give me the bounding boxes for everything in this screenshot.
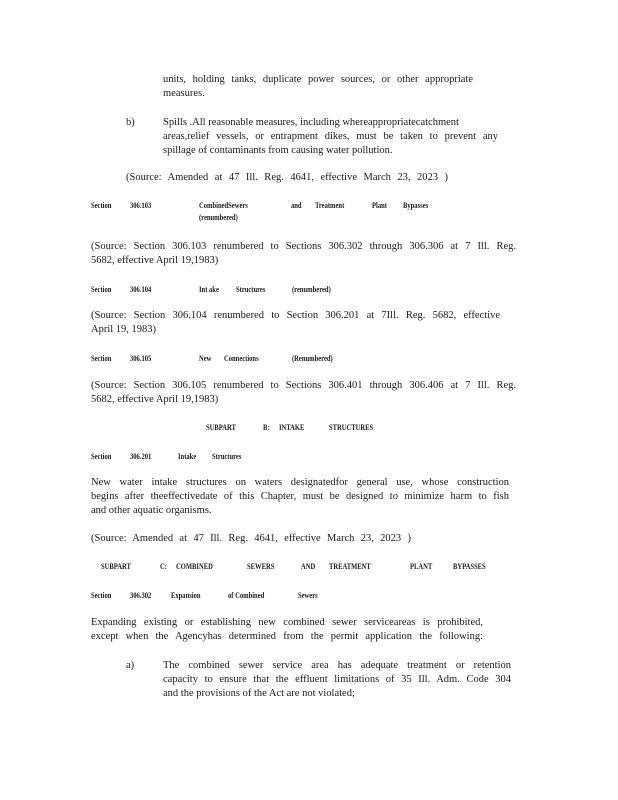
subpart-title: PLANT <box>410 562 433 571</box>
item-b-label: b) <box>126 117 135 128</box>
item-a-text <box>163 659 511 701</box>
section-title: Plant <box>372 201 387 210</box>
subpart-title: BYPASSES <box>453 562 486 571</box>
subpart-heading: SUBPART <box>206 423 236 432</box>
section-title: Treatment <box>315 201 345 210</box>
text-line: capacity to ensure that the effluent limitations of 35 Ill. Adm. Code 304 <box>163 674 511 685</box>
text-line: units, holding tanks, duplicate power sources, or other appropriate <box>163 74 473 85</box>
section-title: Expansion <box>171 591 201 600</box>
section-body: Expanding existing or establishing new combined sewer serviceareas is prohibited, except when the Agencyhas determined from the permit application the following: <box>91 617 483 642</box>
section-title: Intake <box>178 452 197 461</box>
subpart-heading: SUBPART <box>101 562 131 571</box>
subpart-title: AND <box>301 562 316 571</box>
text-line: areas,relief vessels, or entrapment dikes, must be taken to prevent any <box>163 131 498 142</box>
text-line: The combined sewer service area has adequate treatment or retention <box>163 660 511 671</box>
section-title: and <box>291 201 302 210</box>
section-title: New <box>199 354 212 363</box>
section-title: of Combined <box>228 591 265 600</box>
section-title: Structures <box>212 452 242 461</box>
source-note: (Source: Section 306.104 renumbered to Section 306.201 at 7Ill. Reg. 5682, effective April 19, 1983) <box>91 310 500 335</box>
section-label: Section <box>91 591 112 600</box>
section-label: Section <box>91 285 112 294</box>
section-title: CombinedSewers <box>199 201 248 210</box>
subpart-title: INTAKE <box>279 423 305 432</box>
source-note: (Source: Section 306.103 renumbered to Sections 306.302 through 306.306 at 7 Ill. Reg. 5682, effective April 19,1983) <box>91 241 516 266</box>
subpart-title: SEWERS <box>247 562 275 571</box>
section-number: 306.302 <box>130 591 152 600</box>
text-line: spillage of contaminants from causing water pollution. <box>163 145 393 156</box>
subpart-title: TREATMENT <box>329 562 371 571</box>
section-label: Section <box>91 354 112 363</box>
section-title: (renumbered) <box>292 285 331 294</box>
section-body: New water intake structures on waters designatedfor general use, whose construction begins after theeffectivedate of this Chapter, must be designed to minimize harm to fish and other aquatic organisms. <box>91 477 509 516</box>
section-title: (Renumbered) <box>292 354 333 363</box>
item-a-continued <box>163 73 473 101</box>
item-b-text <box>163 116 498 158</box>
text-line: measures. <box>163 88 205 99</box>
text-line: and the provisions of the Act are not violated; <box>163 688 355 699</box>
source-note: (Source: Amended at 47 Ill. Reg. 4641, effective March 23, 2023 ) <box>91 533 411 544</box>
subpart-letter: B: <box>263 423 270 432</box>
subpart-letter: C: <box>160 562 167 571</box>
section-number: 306.103 <box>130 201 152 210</box>
section-title: Sewers <box>298 591 318 600</box>
section-title: Int ake <box>199 285 219 294</box>
item-a-label: a) <box>126 660 135 671</box>
section-number: 306.201 <box>130 452 152 461</box>
subpart-title: STRUCTURES <box>329 423 374 432</box>
section-title-line2: (renumbered) <box>199 213 238 222</box>
source-note: (Source: Amended at 47 Ill. Reg. 4641, effective March 23, 2023 ) <box>126 172 448 183</box>
section-label: Section <box>91 452 112 461</box>
section-number: 306.104 <box>130 285 152 294</box>
text-line: Spills .All reasonable measures, including whereappropriatecatchment <box>163 117 459 128</box>
source-note: (Source: Section 306.105 renumbered to Sections 306.401 through 306.406 at 7 Ill. Reg. 5682, effective April 19,1983) <box>91 380 516 405</box>
section-title: Bypasses <box>403 201 429 210</box>
section-title: Structures <box>236 285 266 294</box>
section-number: 306.105 <box>130 354 152 363</box>
subpart-title: COMBINED <box>176 562 213 571</box>
section-title: Connections <box>224 354 259 363</box>
section-label: Section <box>91 201 112 210</box>
